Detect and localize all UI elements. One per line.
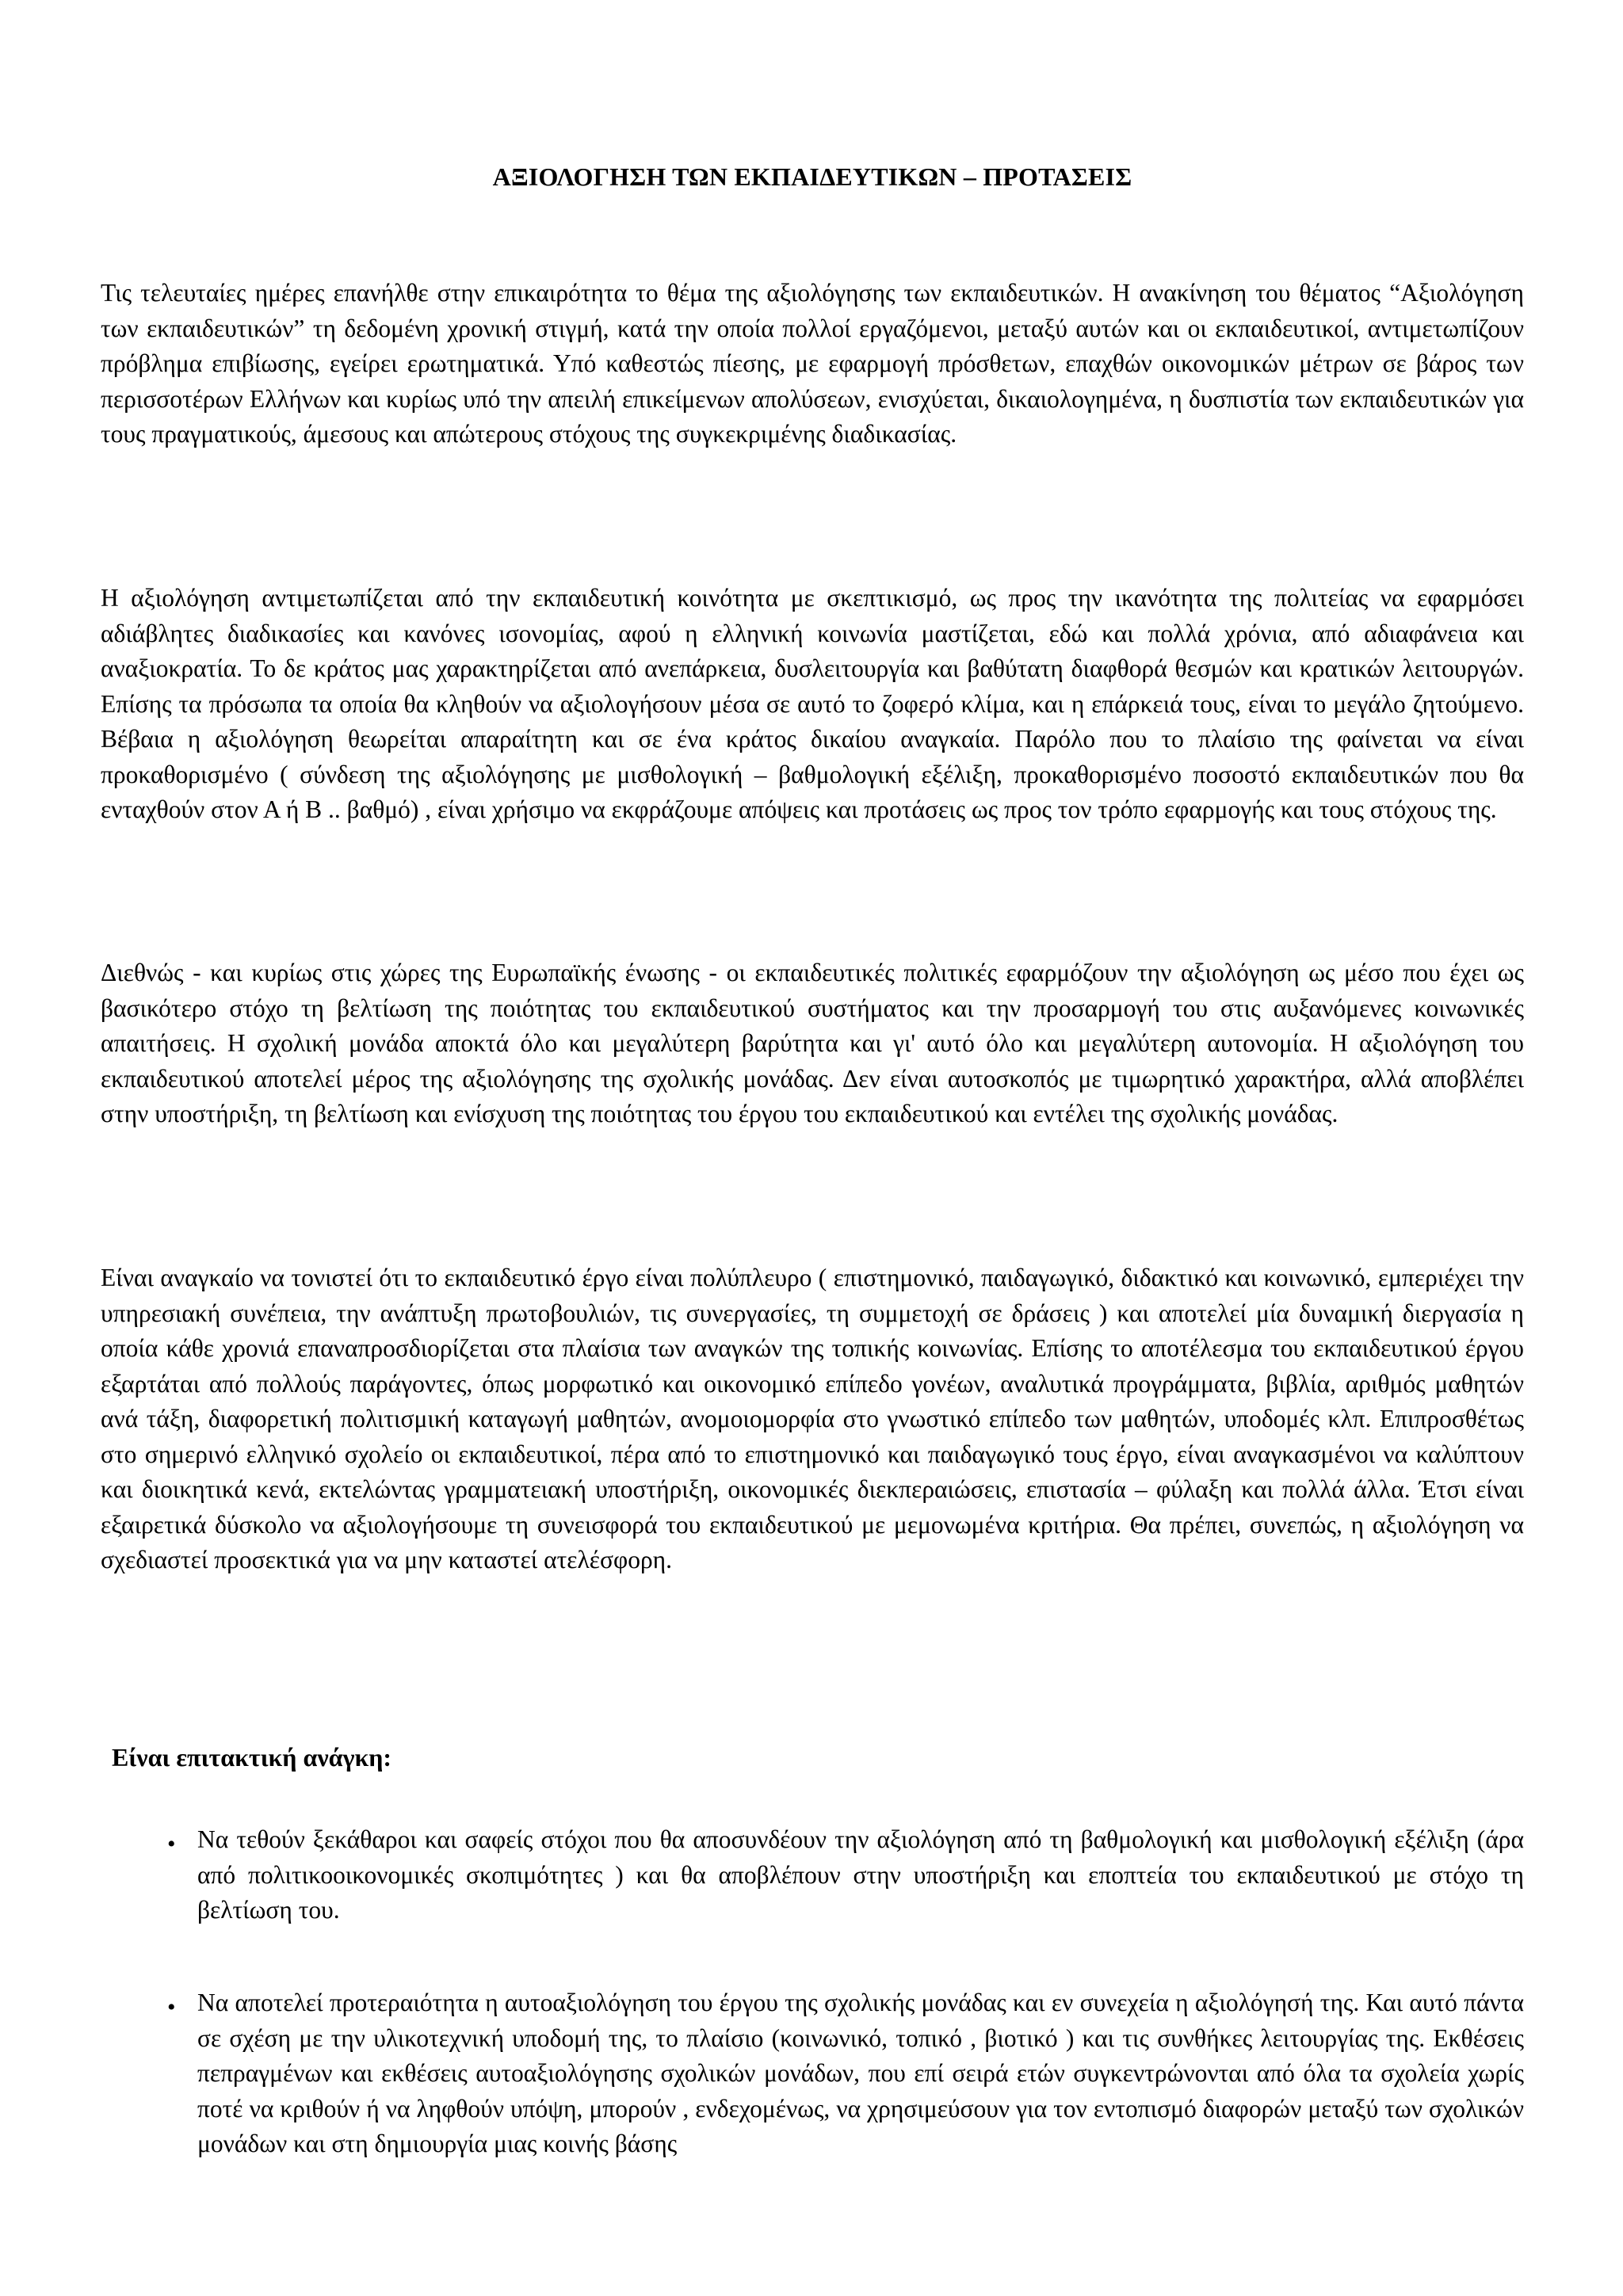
list-item-text: Να αποτελεί προτεραιότητα η αυτοαξιολόγηση του έργου της σχολικής μονάδας και εν συνεχεία η αξιολόγησή της. Και αυτό πάντα σε σχέση με την υλικοτεχνική υποδομή της, το πλαίσιο (κοινωνικό, τοπικό , βιοτικό ) και τις συνθήκες λειτουργίας της. Εκθέσεις πεπραγμένων και εκθέσεις αυτοαξιολόγησης σχολικών μονάδων, που επί σειρά ετών συγκεντρώνονται από όλα τα σχολεία χωρίς ποτέ να κριθούν ή να ληφθούν υπόψη, μπορούν , ενδεχομένως, να χρησιμεύσουν για τον εντοπισμό διαφορών μεταξύ των σχολικών μονάδων και στη δημιουργία μιας κοινής βάσης — [197, 1989, 1524, 2157]
bullet-icon: • — [167, 1831, 176, 1857]
section-heading: Είναι επιτακτική ανάγκη: — [112, 1743, 392, 1772]
paragraph-intro: Τις τελευταίες ημέρες επανήλθε στην επικαιρότητα το θέμα της αξιολόγησης των εκπαιδευτικών. Η ανακίνηση του θέματος “Αξιολόγηση των εκπαιδευτικών” τη δεδομένη χρονική στιγμή, κατά την οποία πολλοί εργαζόμενοι, μεταξύ αυτών και οι εκπαιδευτικοί, αντιμετωπίζουν πρόβλημα επιβίωσης, εγείρει ερωτηματικά. Υπό καθεστώς πίεσης, με εφαρμογή πρόσθετων, επαχθών οικονομικών μέτρων σε βάρος των περισσοτέρων Ελλήνων και κυρίως υπό την απειλή επικείμενων απολύσεων, ενισχύεται, δικαιολογημένα, η δυσπιστία των εκπαιδευτικών για τους πραγματικούς, άμεσους και απώτερους στόχους της συγκεκριμένης διαδικασίας. — [101, 279, 1524, 448]
bullet-icon: • — [167, 1994, 176, 2020]
paragraph-skepticism: Η αξιολόγηση αντιμετωπίζεται από την εκπαιδευτική κοινότητα με σκεπτικισμό, ως προς την ικανότητα της πολιτείας να εφαρμόσει αδιάβλητες διαδικασίες και κανόνες ισονομίας, αφού η ελληνική κοινωνία μαστίζεται, εδώ και πολλά χρόνια, από αδιαφάνεια και αναξιοκρατία. Το δε κράτος μας χαρακτηρίζεται από ανεπάρκεια, δυσλειτουργία και βαθύτατη διαφθορά θεσμών και κρατικών λειτουργών. Επίσης τα πρόσωπα τα οποία θα κληθούν να αξιολογήσουν μέσα σε αυτό το ζοφερό κλίμα, και η επάρκειά τους, είναι το μεγάλο ζητούμενο. Βέβαια η αξιολόγηση θεωρείται απαραίτητη και σε ένα κράτος δικαίου αναγκαία. Παρόλο που το πλαίσιο της φαίνεται να είναι προκαθορισμένο ( σύνδεση της αξιολόγησης με μισθολογική – βαθμολογική εξέλιξη, προκαθορισμένο ποσοστό εκπαιδευτικών που θα ενταχθούν στον Α ή Β .. βαθμό) , είναι χρήσιμο να εκφράζουμε απόψεις και προτάσεις ως προς τον τρόπο εφαρμογής και τους στόχους της. — [101, 584, 1524, 823]
list-item-text: Να τεθούν ξεκάθαροι και σαφείς στόχοι που θα αποσυνδέουν την αξιολόγηση από τη βαθμολογική και μισθολογική εξέλιξη (άρα από πολιτικοοικονομικές σκοπιμότητες ) και θα αποβλέπουν στην υποστήριξη και εποπτεία του εκπαιδευτικού με στόχο τη βελτίωση του. — [197, 1825, 1524, 1924]
paragraph-international: Διεθνώς - και κυρίως στις χώρες της Ευρωπαϊκής ένωσης - οι εκπαιδευτικές πολιτικές εφαρμόζουν την αξιολόγηση ως μέσο που έχει ως βασικότερο στόχο τη βελτίωση της ποιότητας του εκπαιδευτικού συστήματος και την προσαρμογή του στις αυξανόμενες κοινωνικές απαιτήσεις. Η σχολική μονάδα αποκτά όλο και μεγαλύτερη βαρύτητα και γι' αυτό όλο και μεγαλύτερη αυτονομία. Η αξιολόγηση του εκπαιδευτικού αποτελεί μέρος της αξιολόγησης της σχολικής μονάδας. Δεν είναι αυτοσκοπός με τιμωρητικό χαρακτήρα, αλλά αποβλέπει στην υποστήριξη, τη βελτίωση και ενίσχυση της ποιότητας του έργου του εκπαιδευτικού και εντέλει της σχολικής μονάδας. — [101, 959, 1524, 1127]
paragraph-multifaceted-work: Είναι αναγκαίο να τονιστεί ότι το εκπαιδευτικό έργο είναι πολύπλευρο ( επιστημονικό, παιδαγωγικό, διδακτικό και κοινωνικό, εμπεριέχει την υπηρεσιακή συνέπεια, την ανάπτυξη πρωτοβουλιών, τις συνεργασίες, τη συμμετοχή σε δράσεις ) και αποτελεί μία δυναμική διεργασία η οποία κάθε χρονιά επαναπροσδιορίζεται στα πλαίσια των αναγκών της τοπικής κοινωνίας. Επίσης το αποτέλεσμα του εκπαιδευτικού έργου εξαρτάται από πολλούς παράγοντες, όπως μορφωτικό και οικονομικό επίπεδο γονέων, αναλυτικά προγράμματα, βιβλία, αριθμός μαθητών ανά τάξη, διαφορετική πολιτισμική καταγωγή μαθητών, ανομοιομορφία στο γνωστικό επίπεδο των μαθητών, υποδομές κλπ. Επιπροσθέτως στο σημερινό ελληνικό σχολείο οι εκπαιδευτικοί, πέρα από το επιστημονικό και παιδαγωγικό τους έργο, είναι αναγκασμένοι να καλύπτουν και διοικητικά κενά, εκτελώντας γραμματειακή υποστήριξη, οικονομικές διεκπεραιώσεις, επιστασία – φύλαξη και πολλά άλλα. Έτσι είναι εξαιρετικά δύσκολο να αξιολογήσουμε τη συνεισφορά του εκπαιδευτικού με μεμονωμένα κριτήρια. Θα πρέπει, συνεπώς, η αξιολόγηση να σχεδιαστεί προσεκτικά για να μην καταστεί ατελέσφορη. — [101, 1264, 1524, 1573]
document-page — [101, 0, 1524, 2296]
document-title: ΑΞΙΟΛΟΓΗΣΗ ΤΩΝ ΕΚΠΑΙΔΕΥΤΙΚΩΝ – ΠΡΟΤΑΣΕΙΣ — [492, 162, 1132, 191]
